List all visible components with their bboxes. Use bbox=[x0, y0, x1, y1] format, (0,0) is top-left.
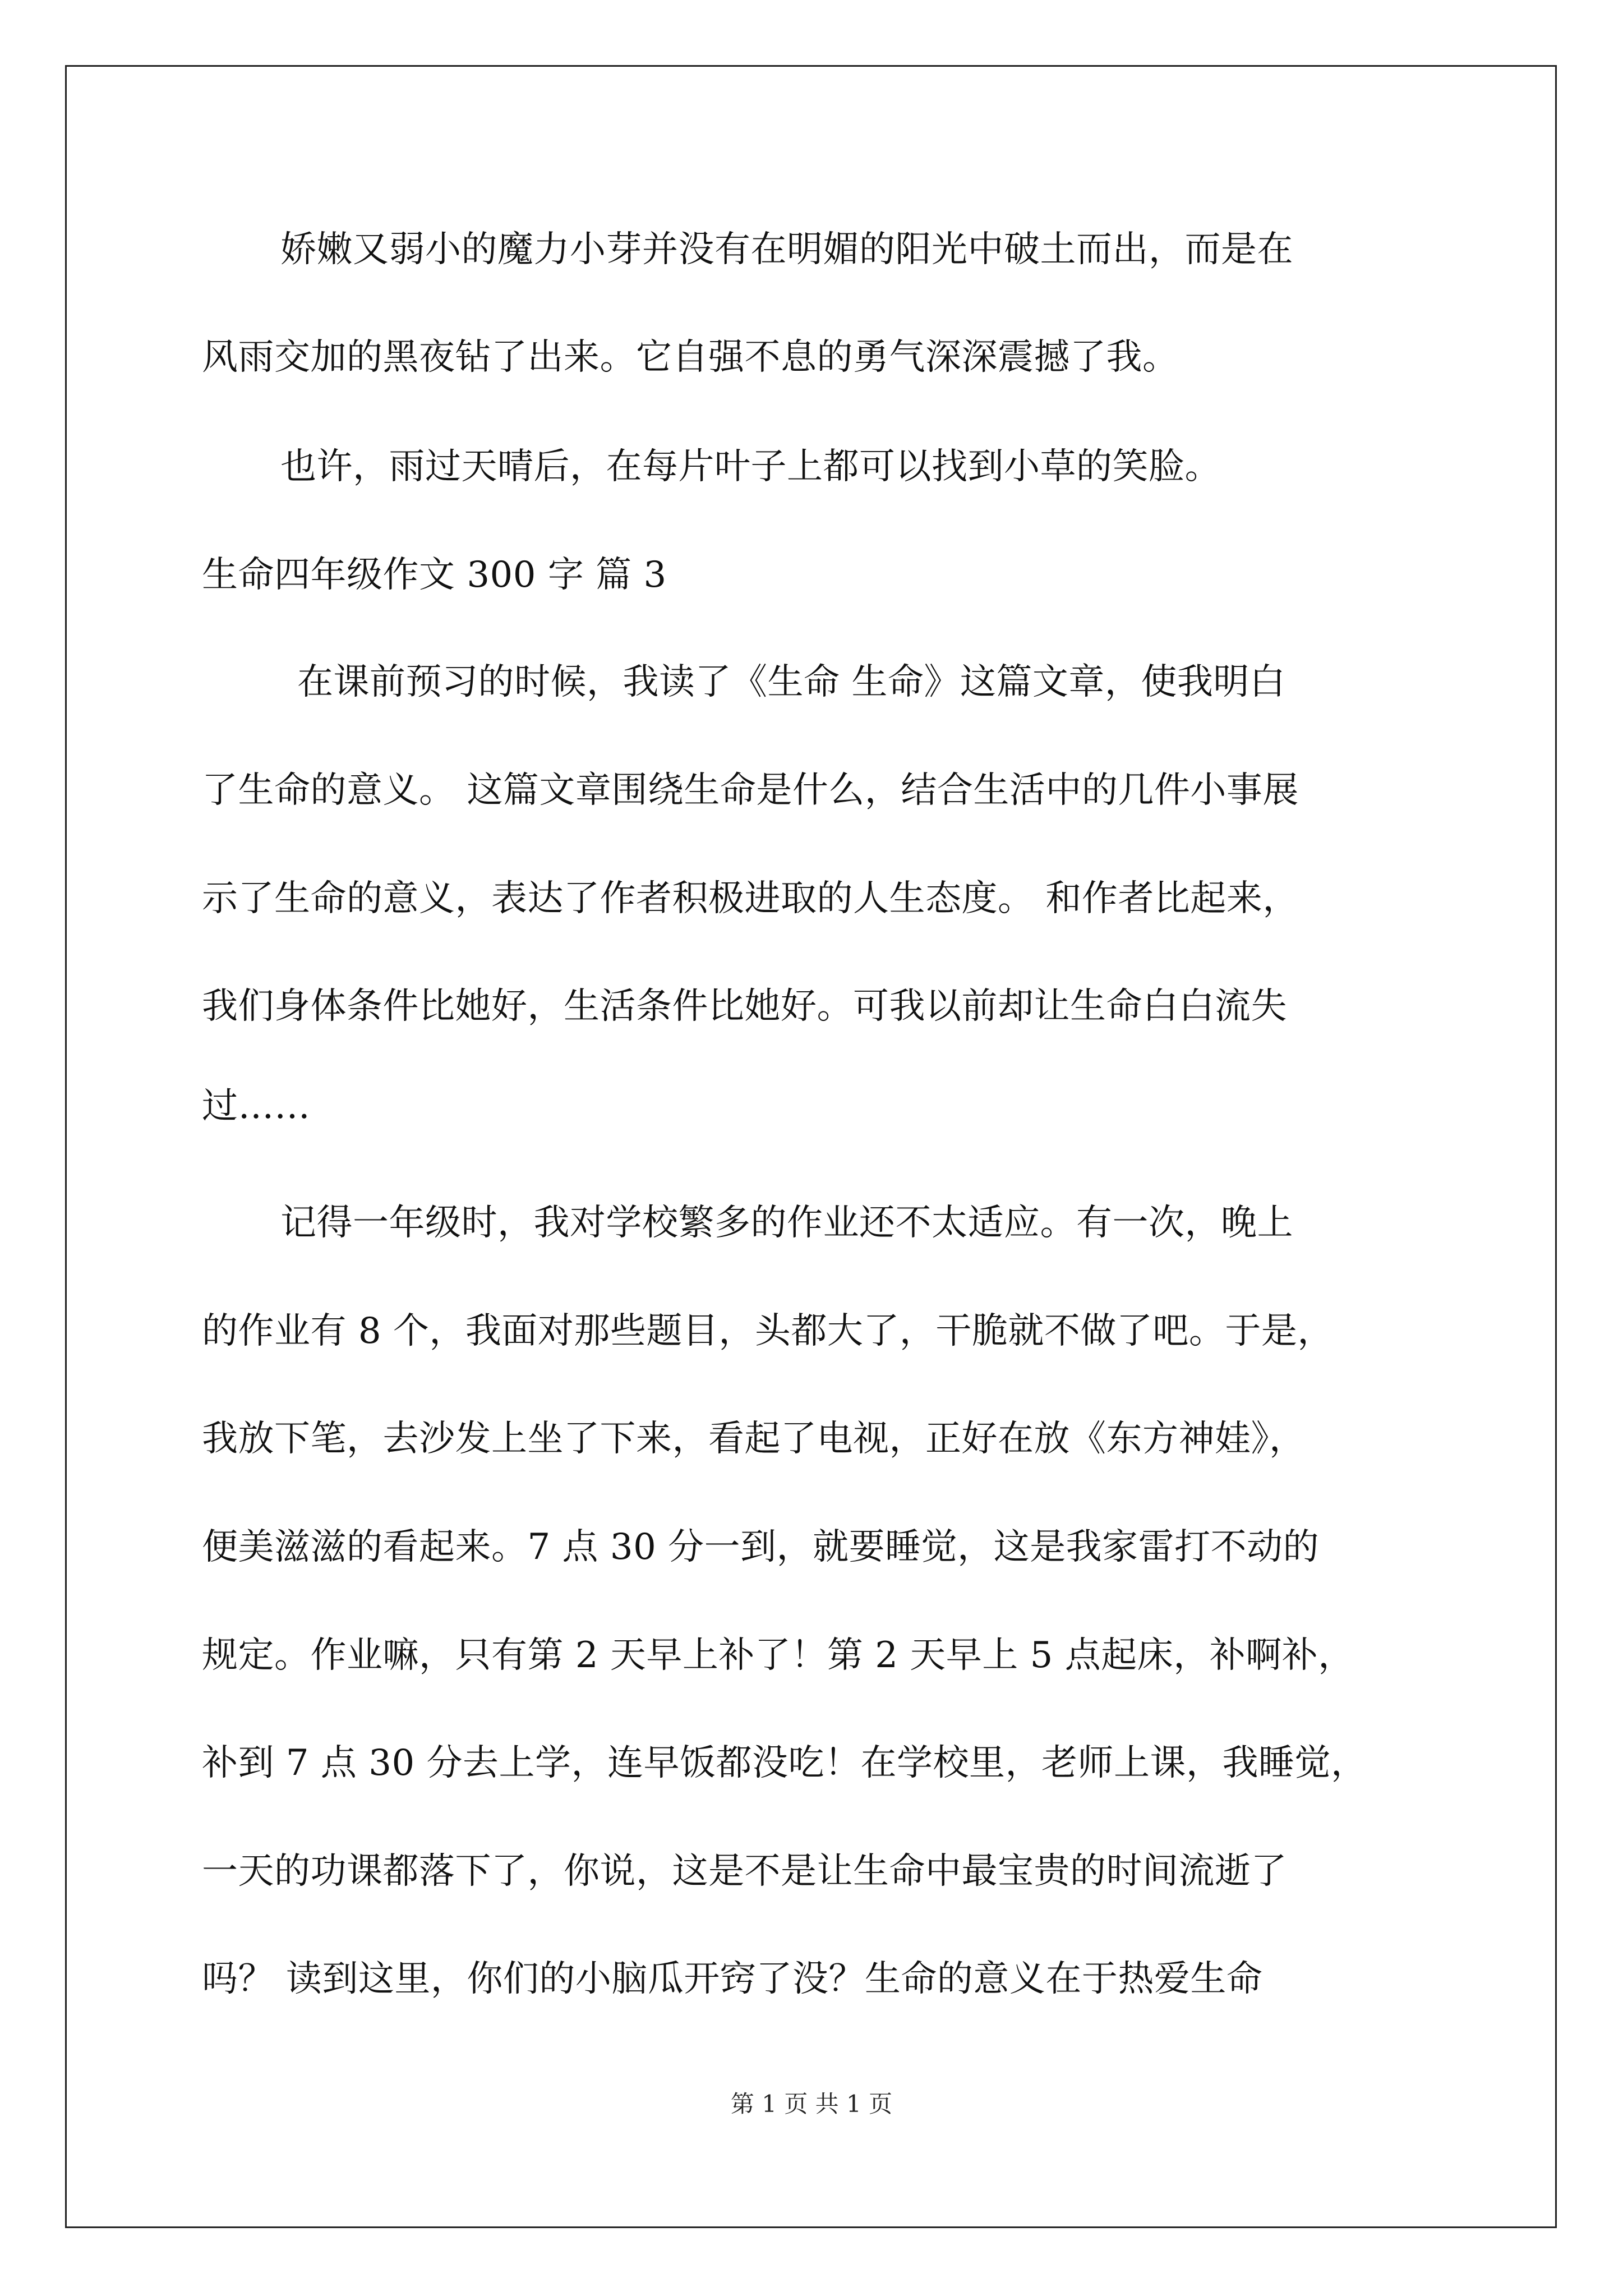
page-border bbox=[65, 65, 1557, 2228]
paragraph-4-line-3: 我放下笔，去沙发上坐了下来，看起了电视，正好在放《东方神娃》， bbox=[202, 1418, 1306, 1460]
paragraph-3-line-2: 了生命的意义。 这篇文章围绕生命是什么，结合生活中的几件小事展 bbox=[202, 770, 1299, 811]
paragraph-3-line-3: 示了生命的意义，表达了作者积极进取的人生态度。 和作者比起来， bbox=[202, 878, 1299, 919]
paragraph-1-line-2: 风雨交加的黑夜钻了出来。它自强不息的勇气深深震撼了我。 bbox=[202, 337, 1179, 378]
paragraph-2-line-1: 也许，雨过天晴后，在每片叶子上都可以找到小草的笑脸。 bbox=[280, 446, 1221, 487]
section-heading: 生命四年级作文 300 字 篇 3 bbox=[202, 554, 667, 596]
paragraph-3-line-5: 过…… bbox=[202, 1085, 311, 1127]
paragraph-3-line-1: 在课前预习的时候，我读了《生命 生命》这篇文章，使我明白 bbox=[297, 661, 1286, 703]
paragraph-1-line-1: 娇嫩又弱小的魔力小芽并没有在明媚的阳光中破土而出，而是在 bbox=[280, 229, 1293, 270]
paragraph-4-line-6: 补到 7 点 30 分去上学，连早饭都没吃！在学校里，老师上课，我睡觉， bbox=[202, 1742, 1367, 1784]
paragraph-4-line-8: 吗？ 读到这里，你们的小脑瓜开窍了没？生命的意义在于热爱生命 bbox=[202, 1958, 1263, 2000]
paragraph-4-line-2: 的作业有 8 个，我面对那些题目，头都大了，干脆就不做了吧。于是， bbox=[202, 1310, 1334, 1352]
paragraph-4-line-1: 记得一年级时，我对学校繁多的作业还不太适应。有一次，晚上 bbox=[280, 1202, 1293, 1244]
paragraph-4-line-5: 规定。作业嘛，只有第 2 天早上补了！第 2 天早上 5 点起床，补啊补， bbox=[202, 1635, 1354, 1676]
paragraph-4-line-4: 便美滋滋的看起来。7 点 30 分一到，就要睡觉，这是我家雷打不动的 bbox=[202, 1526, 1320, 1568]
paragraph-3-line-4: 我们身体条件比她好，生活条件比她好。可我以前却让生命白白流失 bbox=[202, 986, 1287, 1027]
paragraph-4-line-7: 一天的功课都落下了，你说，这是不是让生命中最宝贵的时间流逝了 bbox=[202, 1851, 1287, 1892]
page-footer: 第 1 页 共 1 页 bbox=[730, 2090, 893, 2118]
